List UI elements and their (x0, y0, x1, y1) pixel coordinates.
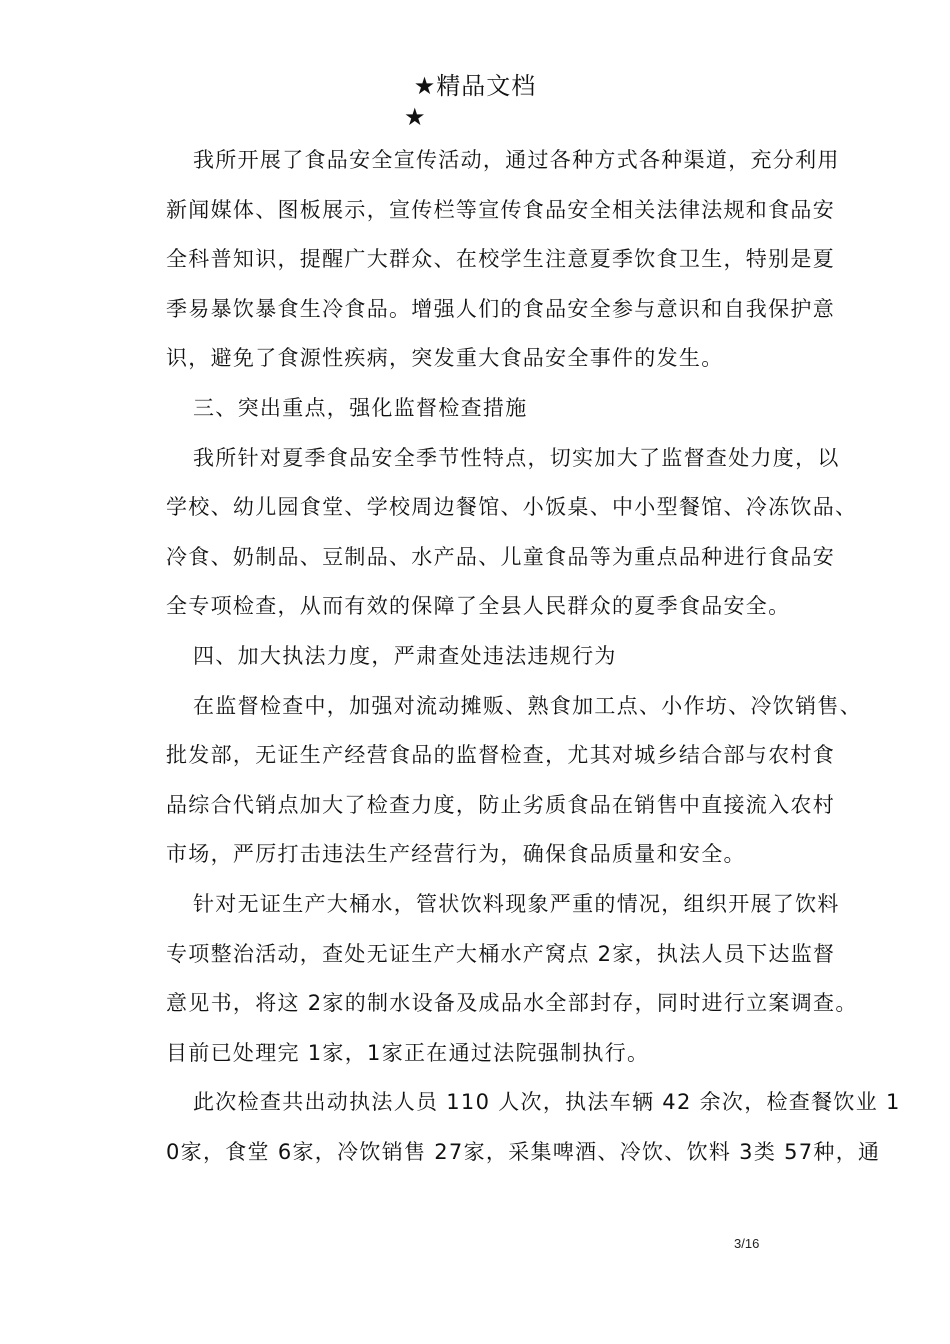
text-line: 此次检查共出动执法人员 110 人次，执法车辆 42 余次，检查餐饮业 1 (193, 1090, 901, 1115)
text-line: 全专项检查，从而有效的保障了全县人民群众的夏季食品安全。 (166, 594, 791, 619)
page-number: 3/16 (734, 1236, 760, 1251)
section-heading-4 (139, 632, 839, 682)
paragraph-summer-inspection (139, 434, 858, 632)
text-line: 三、突出重点，强化监督检查措施 (193, 395, 528, 420)
text-line: 批发部，无证生产经营食品的监督检查，尤其对城乡结合部与农村食 (166, 743, 835, 768)
page-header-star: ★ (404, 103, 426, 131)
text-line: 新闻媒体、图板展示，宣传栏等宣传食品安全相关法律法规和食品安 (166, 197, 835, 222)
text-line: 全科普知识，提醒广大群众、在校学生注意夏季饮食卫生，特别是夏 (166, 247, 835, 272)
page-header-title: ★精品文档 (413, 72, 537, 100)
text-line: 在监督检查中，加强对流动摊贩、熟食加工点、小作坊、冷饮销售、 (193, 693, 862, 718)
section-heading-3 (139, 384, 839, 434)
paragraph-bottled-water (139, 880, 858, 1078)
text-line: 冷食、奶制品、豆制品、水产品、儿童食品等为重点品种进行食品安 (166, 544, 835, 569)
text-line: 识，避免了食源性疾病，突发重大食品安全事件的发生。 (166, 346, 724, 371)
text-line: 市场，严厉打击违法生产经营行为，确保食品质量和安全。 (166, 842, 746, 867)
text-line: 目前已处理完 1家，1家正在通过法院强制执行。 (166, 1040, 650, 1065)
text-line: 0家，食堂 6家，冷饮销售 27家，采集啤酒、冷饮、饮料 3类 57种，通 (166, 1139, 881, 1164)
text-line: 四、加大执法力度，严肃查处违法违规行为 (193, 643, 617, 668)
text-line: 学校、幼儿园食堂、学校周边餐馆、小饭桌、中小型餐馆、冷冻饮品、 (166, 495, 858, 520)
text-line: 我所针对夏季食品安全季节性特点，切实加大了监督查处力度，以 (193, 445, 840, 470)
text-line: 专项整治活动，查处无证生产大桶水产窝点 2家，执法人员下达监督 (166, 941, 836, 966)
text-line: 季易暴饮暴食生冷食品。增强人们的食品安全参与意识和自我保护意 (166, 296, 835, 321)
text-line: 我所开展了食品安全宣传活动，通过各种方式各种渠道，充分利用 (193, 148, 840, 172)
paragraph-inspection-statistics (139, 1078, 901, 1177)
text-line: 品综合代销点加大了检查力度，防止劣质食品在销售中直接流入农村 (166, 792, 835, 817)
document-body (139, 136, 901, 1177)
text-line: 针对无证生产大桶水，管状饮料现象严重的情况，组织开展了饮料 (193, 891, 840, 916)
paragraph-supervision (139, 682, 862, 880)
paragraph-food-safety-promotion (139, 136, 839, 384)
text-line: 意见书，将这 2家的制水设备及成品水全部封存，同时进行立案调查。 (166, 991, 858, 1016)
